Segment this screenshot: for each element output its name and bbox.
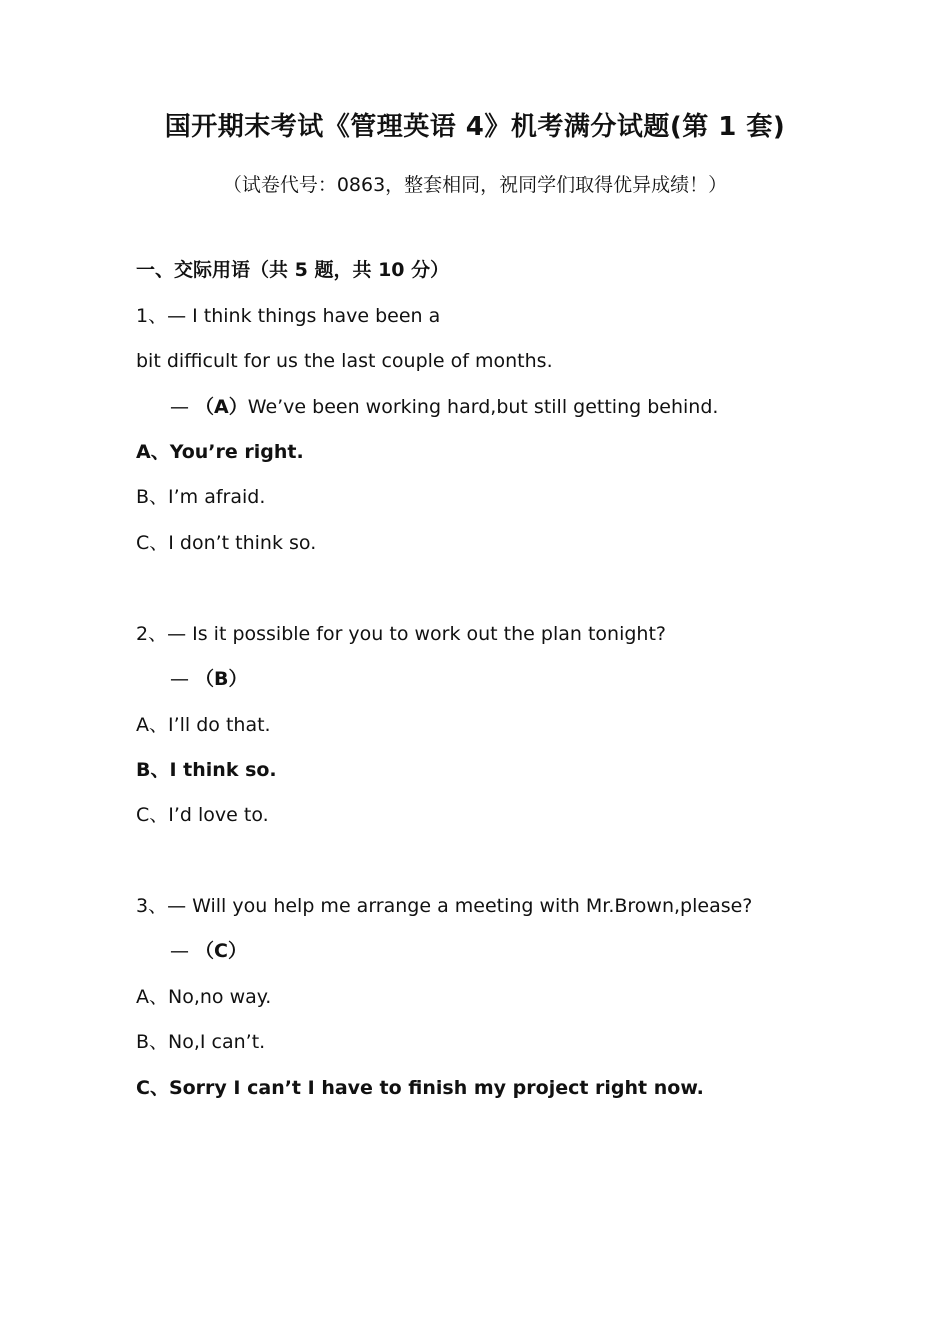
question-1-option-a: A、You’re right. [136,441,304,463]
question-2-option-b: B、I think so. [136,759,277,781]
question-1-reply-text: We’ve been working hard,but still getting behind. [247,396,719,418]
question-3-reply-dash: — [170,940,196,962]
question-2-stem: 2、— Is it possible for you to work out the plan tonight? [136,623,666,645]
question-2-reply [170,666,248,692]
question-1-answer: （A） [195,396,248,418]
document-subtitle: （试卷代号：0863，整套相同，祝同学们取得优异成绩！） [222,174,728,196]
question-1-reply-dash: — [170,396,196,418]
question-3-option-c: C、Sorry I can’t I have to finish my project right now. [136,1077,704,1099]
question-2-option-c: C、I’d love to. [136,804,269,826]
question-3-option-a: A、No,no way. [136,986,272,1008]
section-heading: 一、交际用语（共 5 题，共 10 分） [136,259,450,281]
question-2-answer: （B） [195,668,248,690]
question-1-option-c: C、I don’t think so. [136,532,317,554]
question-1-stem-line2: bit difficult for us the last couple of months. [136,350,553,372]
question-3-option-b: B、No,I can’t. [136,1031,266,1053]
question-3-answer: （C） [195,940,247,962]
question-1-stem-line1: 1、— I think things have been a [136,305,441,327]
question-2-reply-dash: — [170,668,196,690]
question-1-option-b: B、I’m afraid. [136,486,266,508]
document-title: 国开期末考试《管理英语 4》机考满分试题(第 1 套) [164,112,786,142]
question-3-reply [170,938,247,964]
question-2-option-a: A、I’ll do that. [136,714,271,736]
question-1-reply [170,394,718,420]
question-3-stem: 3、— Will you help me arrange a meeting with Mr.Brown,please? [136,895,753,917]
